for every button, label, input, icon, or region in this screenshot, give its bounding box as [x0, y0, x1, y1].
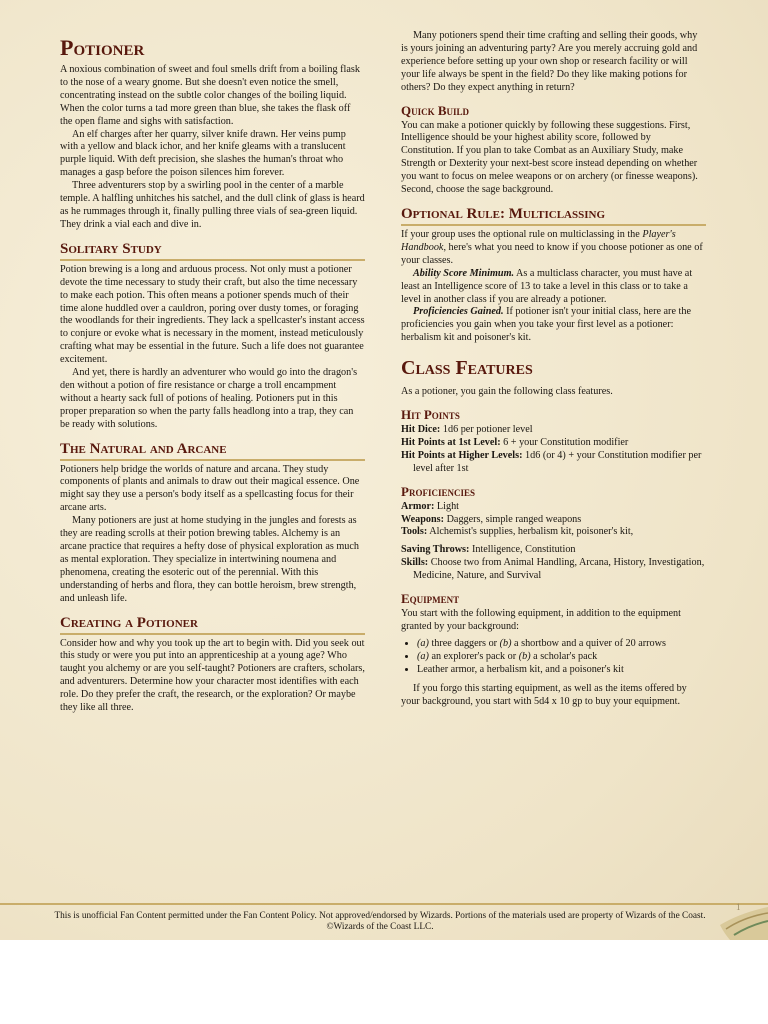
ability-score-minimum — [401, 268, 706, 307]
proficiencies-gained-label: Proficiencies Gained. — [413, 306, 504, 318]
intro-paragraph-3: Three adventurers stop by a swirling pool in the center of a marble temple. A halfling unhitches his satchel, and the dull clink of glass is heard as he rummages through it, finally pulling three vials of sea-green liquid. They drink a vial each and dive in. — [60, 180, 365, 230]
equip-2-option-b: (b) — [518, 650, 531, 662]
skills-label: Skills: — [401, 557, 429, 569]
proficiencies-gained — [401, 306, 706, 345]
equip-2-option-a: (a) — [417, 650, 429, 662]
tools-label: Tools: — [401, 526, 428, 538]
hit-dice-label: Hit Dice: — [401, 424, 441, 436]
armor-line — [401, 501, 706, 514]
right-column — [401, 30, 706, 708]
saving-throws-label: Saving Throws: — [401, 544, 470, 556]
saving-throws-line — [401, 544, 706, 557]
hp-first-level-label: Hit Points at 1st Level: — [401, 436, 501, 448]
skills-value: Choose two from Animal Handling, Arcana, History, Investigation, Medicine, Nature, and Survival — [413, 557, 705, 582]
skills-line — [401, 557, 706, 583]
heading-quick-build: Quick Build — [401, 102, 470, 118]
natural-paragraph-2: Many potioners are just at home studying in the jungles and forests as they are reading scrolls at their potion brewing tables. Alchemy is an arcane practice that requires a hefty dose of physical exploration as much as mental exploration. They specialize in intertwining noumena and phenomena, creating the esoteric out of the perennial. With this understanding of herbs and flora, they can bottle heroism, brew strength, and unleash life. — [60, 515, 359, 604]
opening-paragraph: Many potioners spend their time crafting and selling their goods, why is yours joining an adventuring party? Are you merely accruing gold and experience before setting up your own shop or research facility or will your life always be spent in the field? Do they like making potions for others? Do they expect anything in return? — [401, 30, 698, 93]
heading-creating-potioner: Creating a Potioner — [60, 615, 365, 635]
weapons-line — [401, 514, 706, 527]
hp-higher-levels-line — [401, 450, 706, 476]
heading-solitary-study: Solitary Study — [60, 241, 365, 261]
players-handbook-ref: Player's Handbook — [401, 228, 676, 253]
heading-equipment: Equipment — [401, 591, 460, 607]
hp-first-level-line — [401, 437, 706, 450]
page-number: 1 — [736, 902, 741, 912]
heading-class-features: Class Features — [401, 357, 533, 380]
equip-1-option-a: (a) — [417, 637, 429, 649]
page-title: Potioner — [60, 35, 145, 60]
heading-natural-arcane: The Natural and Arcane — [60, 441, 365, 461]
armor-label: Armor: — [401, 500, 435, 512]
footer-legal-text: This is unofficial Fan Content permitted under the Fan Content Policy. Not approved/endorsed by Wizards. Portions of the materials used are property of Wizards of the Coast. ©Wizards of the Coast LLC. — [54, 911, 706, 932]
hit-dice-value: 1d6 per potioner level — [440, 424, 533, 436]
class-features-intro: As a potioner, you gain the following class features. — [401, 386, 613, 398]
hit-dice-line — [401, 424, 706, 437]
equip-1-option-b: (b) — [499, 637, 512, 649]
tools-value: Alchemist's supplies, herbalism kit, poisoner's kit, — [427, 526, 634, 538]
natural-paragraph-1: Potioners help bridge the worlds of nature and arcana. They study components of plants and animals to draw out their magical essence. One might say they use a person's body itself as a spellcasting focus for their arcane arts. — [60, 463, 360, 514]
equip-2-text-b: a scholar's pack — [530, 650, 598, 662]
saving-throws-value: Intelligence, Constitution — [469, 544, 576, 556]
multiclass-intro — [401, 229, 706, 268]
equipment-list — [401, 638, 706, 677]
equipment-item-1 — [417, 638, 706, 651]
hp-higher-levels-value: 1d6 (or 4) + your Constitution modifier per level after 1st — [413, 449, 702, 474]
multiclass-intro-text-b: , here's what you need to know if you choose potioner as one of your classes. — [401, 241, 703, 266]
solitary-paragraph-1: Potion brewing is a long and arduous process. Not only must a potioner devote the time necessary to study their craft, but also the time necessary to make each potion. This often means a potioner spends much of their time alone huddled over a cauldron, poring over dusty tomes, or foraging the woodlands for their ingredients. They lack a spellcaster's instant access to conjure or evoke what is necessary in the moment, instead meticulously crafting what may be essential in the future. Such a life does not guarantee excitement. — [60, 263, 365, 366]
equipment-item-3: • Leather armor, a herbalism kit, and a poisoner's kit — [417, 664, 706, 677]
page-corner-ornament-icon — [720, 905, 768, 940]
weapons-label: Weapons: — [401, 513, 445, 525]
footer-divider — [0, 903, 768, 905]
equip-2-text-a: an explorer's pack or — [428, 650, 519, 662]
armor-value: Light — [434, 500, 459, 512]
heading-multiclassing: Optional Rule: Multiclassing — [401, 206, 706, 226]
equip-1-text-b: a shortbow and a quiver of 20 arrows — [511, 637, 666, 649]
equipment-outro: If you forgo this starting equipment, as well as the items offered by your background, you start with 5d4 x 10 gp to buy your equipment. — [401, 682, 687, 707]
ability-score-text: As a multiclass character, you must have at least an Intelligence score of 13 to take a level in this class or to take a level in another class if you are already a potioner. — [401, 267, 693, 305]
creating-paragraph: Consider how and why you took up the art to begin with. Did you seek out this study or were you put into an apprenticeship at a young age? Who taught you alchemy or are you self-taught? Potioners are crafters, scholars, and adventurers. Determine how your character most identifies with each role. Do they prefer the craft, the research, or the exploration? Or maybe they like all three. — [60, 637, 365, 714]
intro-paragraph-2: An elf charges after her quarry, silver knife drawn. Her veins pump with a yellow and black ichor, and her knife gleams with a translucent purple liquid. With deft precision, she slashes the human's throat who manages a gasp before the poison silences him forever. — [60, 128, 346, 179]
hp-higher-levels-label: Hit Points at Higher Levels: — [401, 449, 523, 461]
intro-paragraph-1: A noxious combination of sweet and foul smells drift from a boiling flask to the nose of a weary gnome. But she doesn't even notice the smell, concentrating instead on the subtle color changes of the boiling liquid. When the color turns a tad more green than blue, she takes the flask off the open flame and sighs with satisfaction. — [60, 64, 360, 127]
left-column — [60, 30, 365, 715]
equipment-intro: You start with the following equipment, in addition to the equipment granted by your background: — [401, 608, 681, 632]
quick-build-paragraph: You can make a potioner quickly by following these suggestions. First, Intelligence should be your highest ability score, followed by Constitution. If you plan to take Combat as an Auxiliary Study, make Strength or Dexterity your next-best score instead depending on whether you want to focus on melee weapons or on archery (or finesse weapons). Second, choose the sage background. — [401, 119, 698, 196]
heading-proficiencies: Proficiencies — [401, 483, 475, 499]
multiclass-intro-text-a: If your group uses the optional rule on multiclassing in the — [401, 228, 643, 240]
tools-line — [401, 526, 706, 539]
ability-score-label: Ability Score Minimum. — [413, 267, 515, 279]
weapons-value: Daggers, simple ranged weapons — [444, 513, 582, 525]
equipment-item-2 — [417, 651, 706, 664]
proficiencies-gained-text: If potioner isn't your initial class, here are the proficiencies you gain when you take your first level as a potioner: herbalism kit and poisoner's kit. — [401, 306, 691, 344]
solitary-paragraph-2: And yet, there is hardly an adventurer who would go into the dragon's den without a potion of fire resistance or charge a troll encampment without a hearty sack full of potions of healing. Potioners put in this proper preparation so when the party falls headlong into a trap, they can be ready with solutions. — [60, 367, 358, 430]
equip-1-text-a: three daggers or — [428, 637, 500, 649]
heading-hit-points: Hit Points — [401, 407, 460, 423]
hp-first-level-value: 6 + your Constitution modifier — [500, 436, 629, 448]
